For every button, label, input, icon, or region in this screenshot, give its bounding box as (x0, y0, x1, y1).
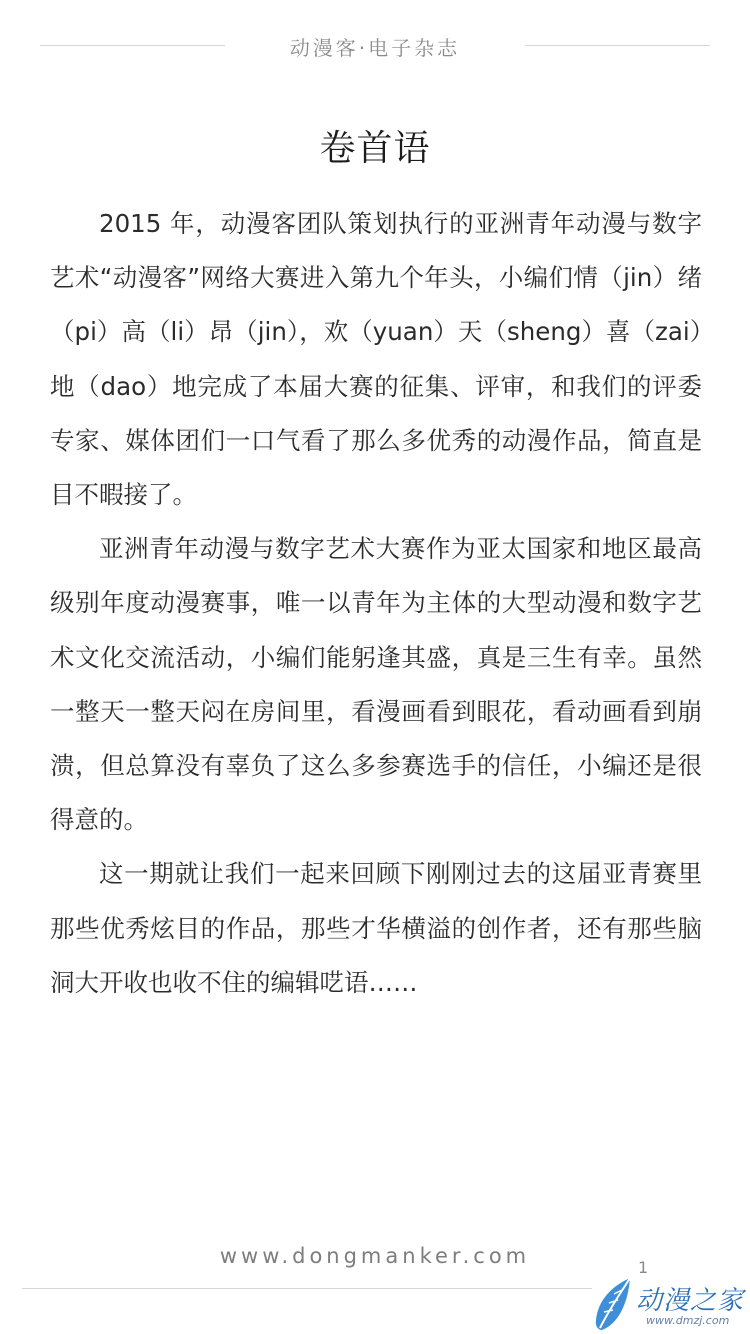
page-number: 1 (638, 1258, 649, 1277)
paragraph-1: 2015 年，动漫客团队策划执行的亚洲青年动漫与数字艺术“动漫客”网络大赛进入第九个年头，小编们情（jin）绪（pi）高（li）昂（jin），欢（yuan）天（sheng）喜（zai）地（dao）地完成了本届大赛的征集、评审，和我们的评委专家、媒体团们一口气看了那么多优秀的动漫作品，简直是目不暇接了。 (50, 209, 702, 510)
paragraph-3: 这一期就让我们一起来回顾下刚刚过去的这届亚青赛里那些优秀炫目的作品，那些才华横溢的创作者，还有那些脑洞大开收也收不住的编辑呓语…… (50, 859, 702, 997)
article-body (50, 197, 702, 1010)
magazine-name: 动漫客·电子杂志 (289, 36, 461, 60)
footer-website-url: www.dongmanker.com (219, 1244, 531, 1268)
footer-rule (22, 1288, 592, 1289)
feather-logo-icon (592, 1276, 634, 1332)
watermark-name: 动漫之家 (636, 1286, 745, 1316)
page-title: 卷首语 (319, 128, 431, 169)
magazine-header (40, 30, 710, 62)
watermark-logo (590, 1270, 750, 1334)
watermark-url: www.dmzj.com (646, 1314, 730, 1327)
paragraph-2: 亚洲青年动漫与数字艺术大赛作为亚太国家和地区最高级别年度动漫赛事，唯一以青年为主体的大型动漫和数字艺术文化交流活动，小编们能躬逢其盛，真是三生有幸。虽然一整天一整天闷在房间里，看漫画看到眼花，看动画看到崩溃，但总算没有辜负了这么多参赛选手的信任，小编还是很得意的。 (50, 534, 702, 835)
header-rule-right (525, 45, 710, 46)
